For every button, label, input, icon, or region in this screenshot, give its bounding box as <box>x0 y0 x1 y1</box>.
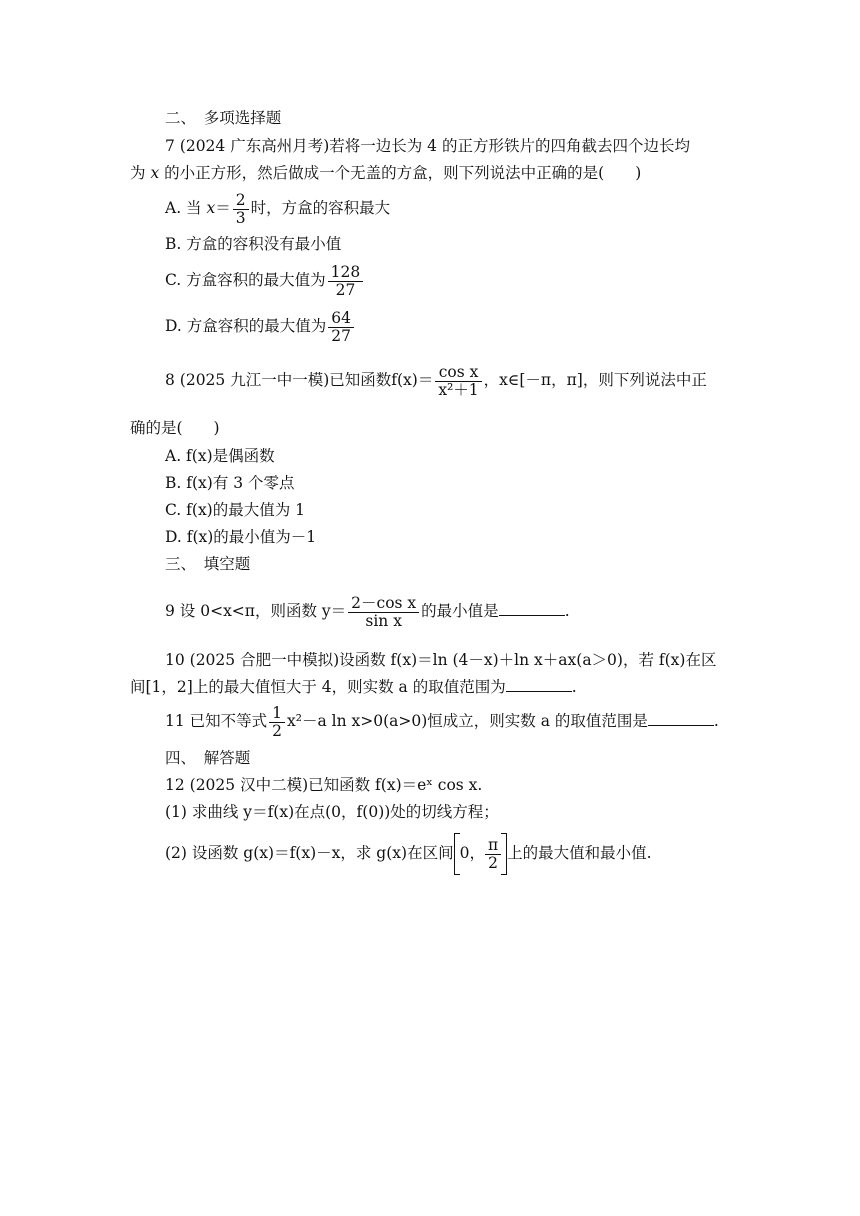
fraction: $\frac{\text{2－cos x}}{\text{sin x}}$ <box>348 595 419 630</box>
q8-option-a: A. f(x)是偶函数 <box>165 447 275 465</box>
q8-option-b: B. f(x)有 3 个零点 <box>165 474 295 492</box>
fraction: $\frac{64}{27}$ <box>328 310 354 345</box>
q12-part1: (1) 求曲线 y＝f(x)在点(0，f(0))处的切线方程； <box>165 803 499 821</box>
fraction: $\frac{\text{cos x}}{\text{x²＋1}}$ <box>435 364 481 399</box>
q7-option-b: B. 方盒的容积没有最小值 <box>165 235 342 253</box>
q12-part2: (2) 设函数 g(x)＝f(x)－x，求 g(x)在区间 0， $\frac{\pi}{2}$ 上的最大值和最小值. <box>165 830 652 876</box>
q9-stem: 9 设 0<x<π，则函数 y＝ $\frac{\text{2－cos x}}{\text{sin x}}$ 的最小值是 . <box>165 593 570 630</box>
fraction: $\frac{\pi}{2}$ <box>485 837 501 872</box>
section-heading-fill-in: 三、 填空题 <box>165 555 251 573</box>
q8-option-d: D. f(x)的最小值为－1 <box>165 528 317 546</box>
q12-stem: 12 (2025 汉中二模)已知函数 f(x)＝eˣ cos x. <box>165 776 483 794</box>
q10-stem-line2: 间[1，2]上的最大值恒大于 4，则实数 a 的取值范围为 . <box>130 678 577 696</box>
answer-blank <box>648 711 714 726</box>
q7-option-c: C. 方盒容积的最大值为 $\frac{128}{27}$ <box>165 260 365 300</box>
fraction: $\frac{1}{2}$ <box>269 705 285 740</box>
fraction: $\frac{2}{3}$ <box>233 192 249 227</box>
q11-stem: 11 已知不等式 $\frac{1}{2}$ x²－a ln x>0(a>0)恒成立，则实数 a 的取值范围是 . <box>165 703 719 740</box>
q7-option-a: A. 当 x＝ $\frac{2}{3}$ 时，方盒的容积最大 <box>165 190 391 227</box>
q7-stem-line1: 7 (2024 广东高州月考)若将一边长为 4 的正方形铁片的四角截去四个边长均 <box>165 137 690 155</box>
q8-stem-line1: 8 (2025 九江一中一模)已知函数f(x)＝ $\frac{\text{cos x}}{\text{x²＋1}}$ ，x∈[－π，π]，则下列说法中正 <box>165 362 707 399</box>
section-heading-answer: 四、 解答题 <box>165 749 251 767</box>
answer-blank <box>499 601 565 616</box>
q10-stem-line1: 10 (2025 合肥一中模拟)设函数 f(x)＝ln (4－x)＋ln x＋ax(a＞0)，若 f(x)在区 <box>165 651 717 669</box>
q7-option-d: D. 方盒容积的最大值为 $\frac{64}{27}$ <box>165 306 356 346</box>
q8-option-c: C. f(x)的最大值为 1 <box>165 501 306 519</box>
q7-stem-line2: 为 x 的小正方形，然后做成一个无盖的方盒，则下列说法中正确的是( ) <box>130 164 642 182</box>
section-heading-multiple-choice: 二、 多项选择题 <box>165 109 282 127</box>
fraction: $\frac{128}{27}$ <box>328 264 364 299</box>
q8-stem-line2: 确的是( ) <box>130 419 220 437</box>
answer-blank <box>506 677 572 692</box>
